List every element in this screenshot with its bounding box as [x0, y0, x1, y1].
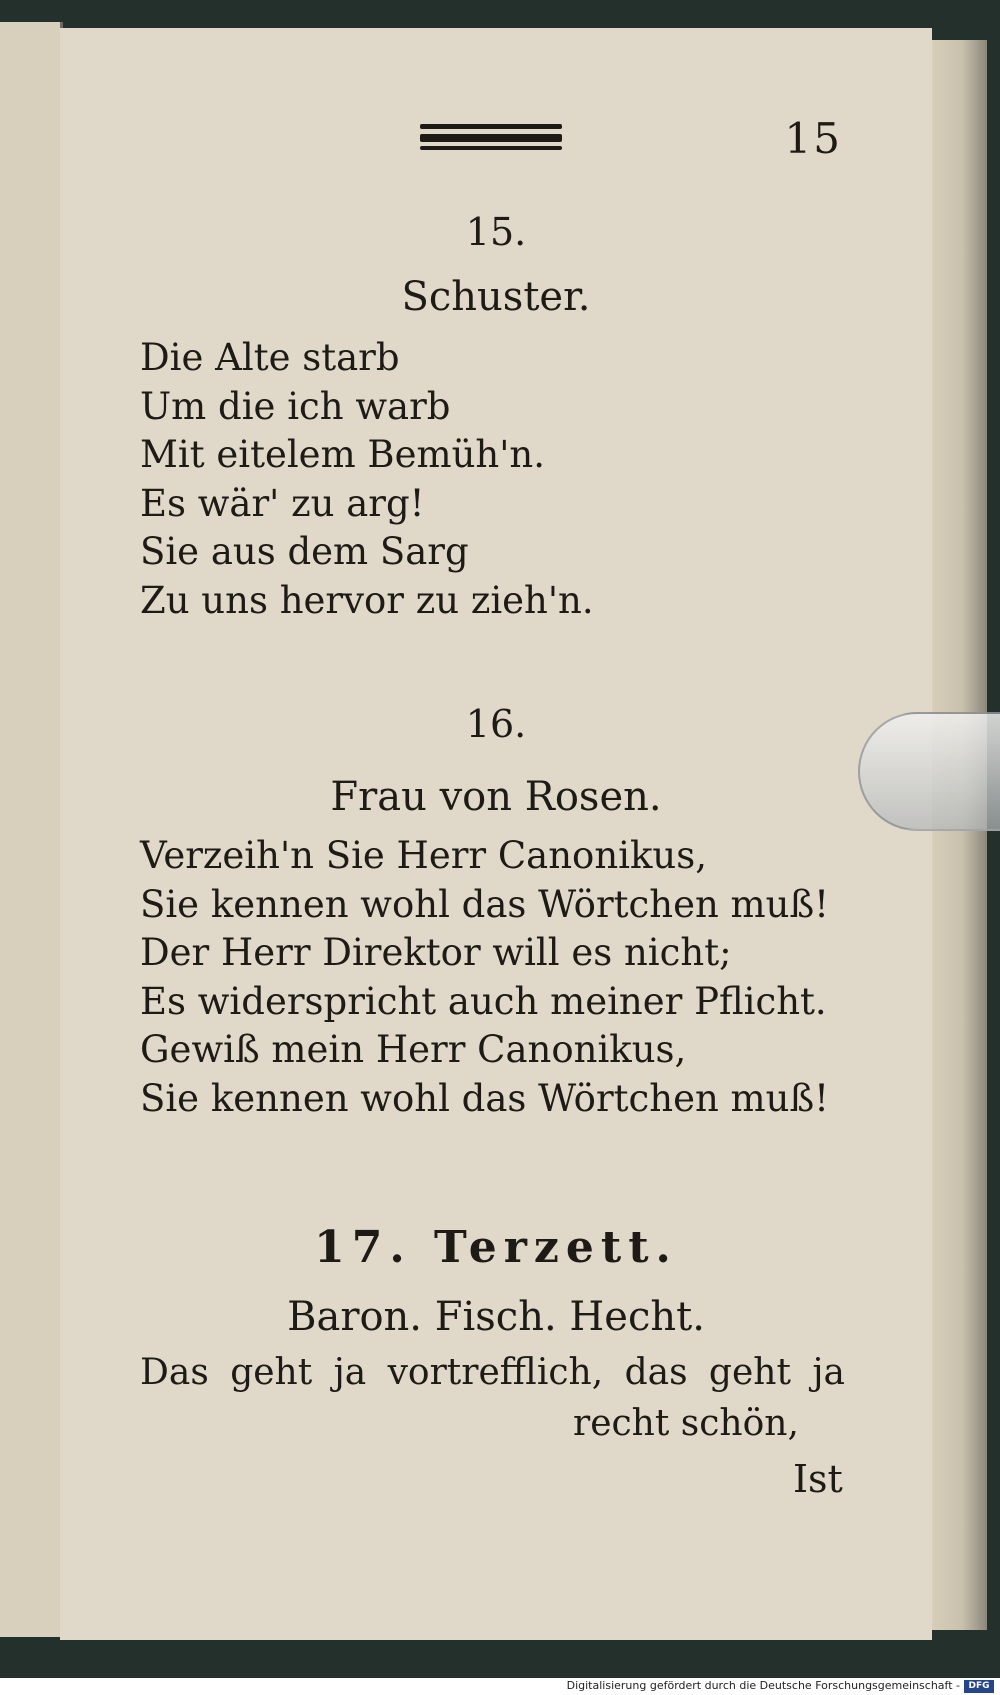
section-number: 15. [465, 210, 527, 254]
verse-line: Sie kennen wohl das Wörtchen muß! [140, 882, 830, 926]
verse-line: Sie kennen wohl das Wörtchen muß! [140, 1076, 830, 1120]
verse-line: Mit eitelem Bemüh'n. [140, 433, 546, 476]
verse-word: das [624, 1352, 688, 1393]
ornamental-rule [420, 146, 562, 150]
catchword: Ist [793, 1457, 843, 1501]
verse-line: Verzeih'n Sie Herr Canonikus, [140, 834, 707, 877]
footer-credit: Digitalisierung gefördert durch die Deutsche Forschungsgemeinschaft - [566, 1679, 960, 1692]
verse-word: geht [230, 1352, 313, 1393]
verse-line: Zu uns hervor zu zieh'n. [140, 578, 594, 622]
section-heading: 17. Terzett. [314, 1222, 678, 1273]
verse-line: Die Alte starb [140, 336, 400, 379]
section-number: 16. [465, 702, 527, 746]
verse-line: Der Herr Direktor will es nicht; [140, 931, 732, 974]
ornamental-rule [420, 124, 562, 129]
verse-block [140, 334, 594, 625]
verse-line: Es widerspricht auch meiner Pflicht. [140, 979, 827, 1023]
speaker-list: Baron. Fisch. Hecht. [287, 1294, 705, 1340]
verse-line: Es wär' zu arg! [140, 481, 425, 525]
verse-line: Gewiß mein Herr Canonikus, [140, 1028, 687, 1071]
dfg-logo: DFG [964, 1680, 994, 1693]
verse-block [140, 832, 829, 1123]
verse-line: Um die ich warb [140, 384, 451, 428]
verse-word: vortrefflich, [387, 1352, 604, 1393]
ornamental-rule [420, 134, 562, 142]
section-heading: Schuster. [401, 274, 591, 320]
section-heading: Frau von Rosen. [330, 774, 662, 820]
page-number: 15 [784, 114, 842, 163]
verse-word: ja [333, 1352, 367, 1393]
verse-word: ja [812, 1352, 845, 1393]
verse-word: geht [708, 1352, 791, 1393]
verse-line-continuation: recht schön, [573, 1403, 799, 1444]
verse-line: Sie aus dem Sarg [140, 530, 469, 573]
page-stack-edge [932, 40, 987, 1630]
facing-page-edge [0, 22, 63, 1637]
verse-line [140, 1352, 845, 1393]
verse-word: Das [140, 1352, 209, 1393]
